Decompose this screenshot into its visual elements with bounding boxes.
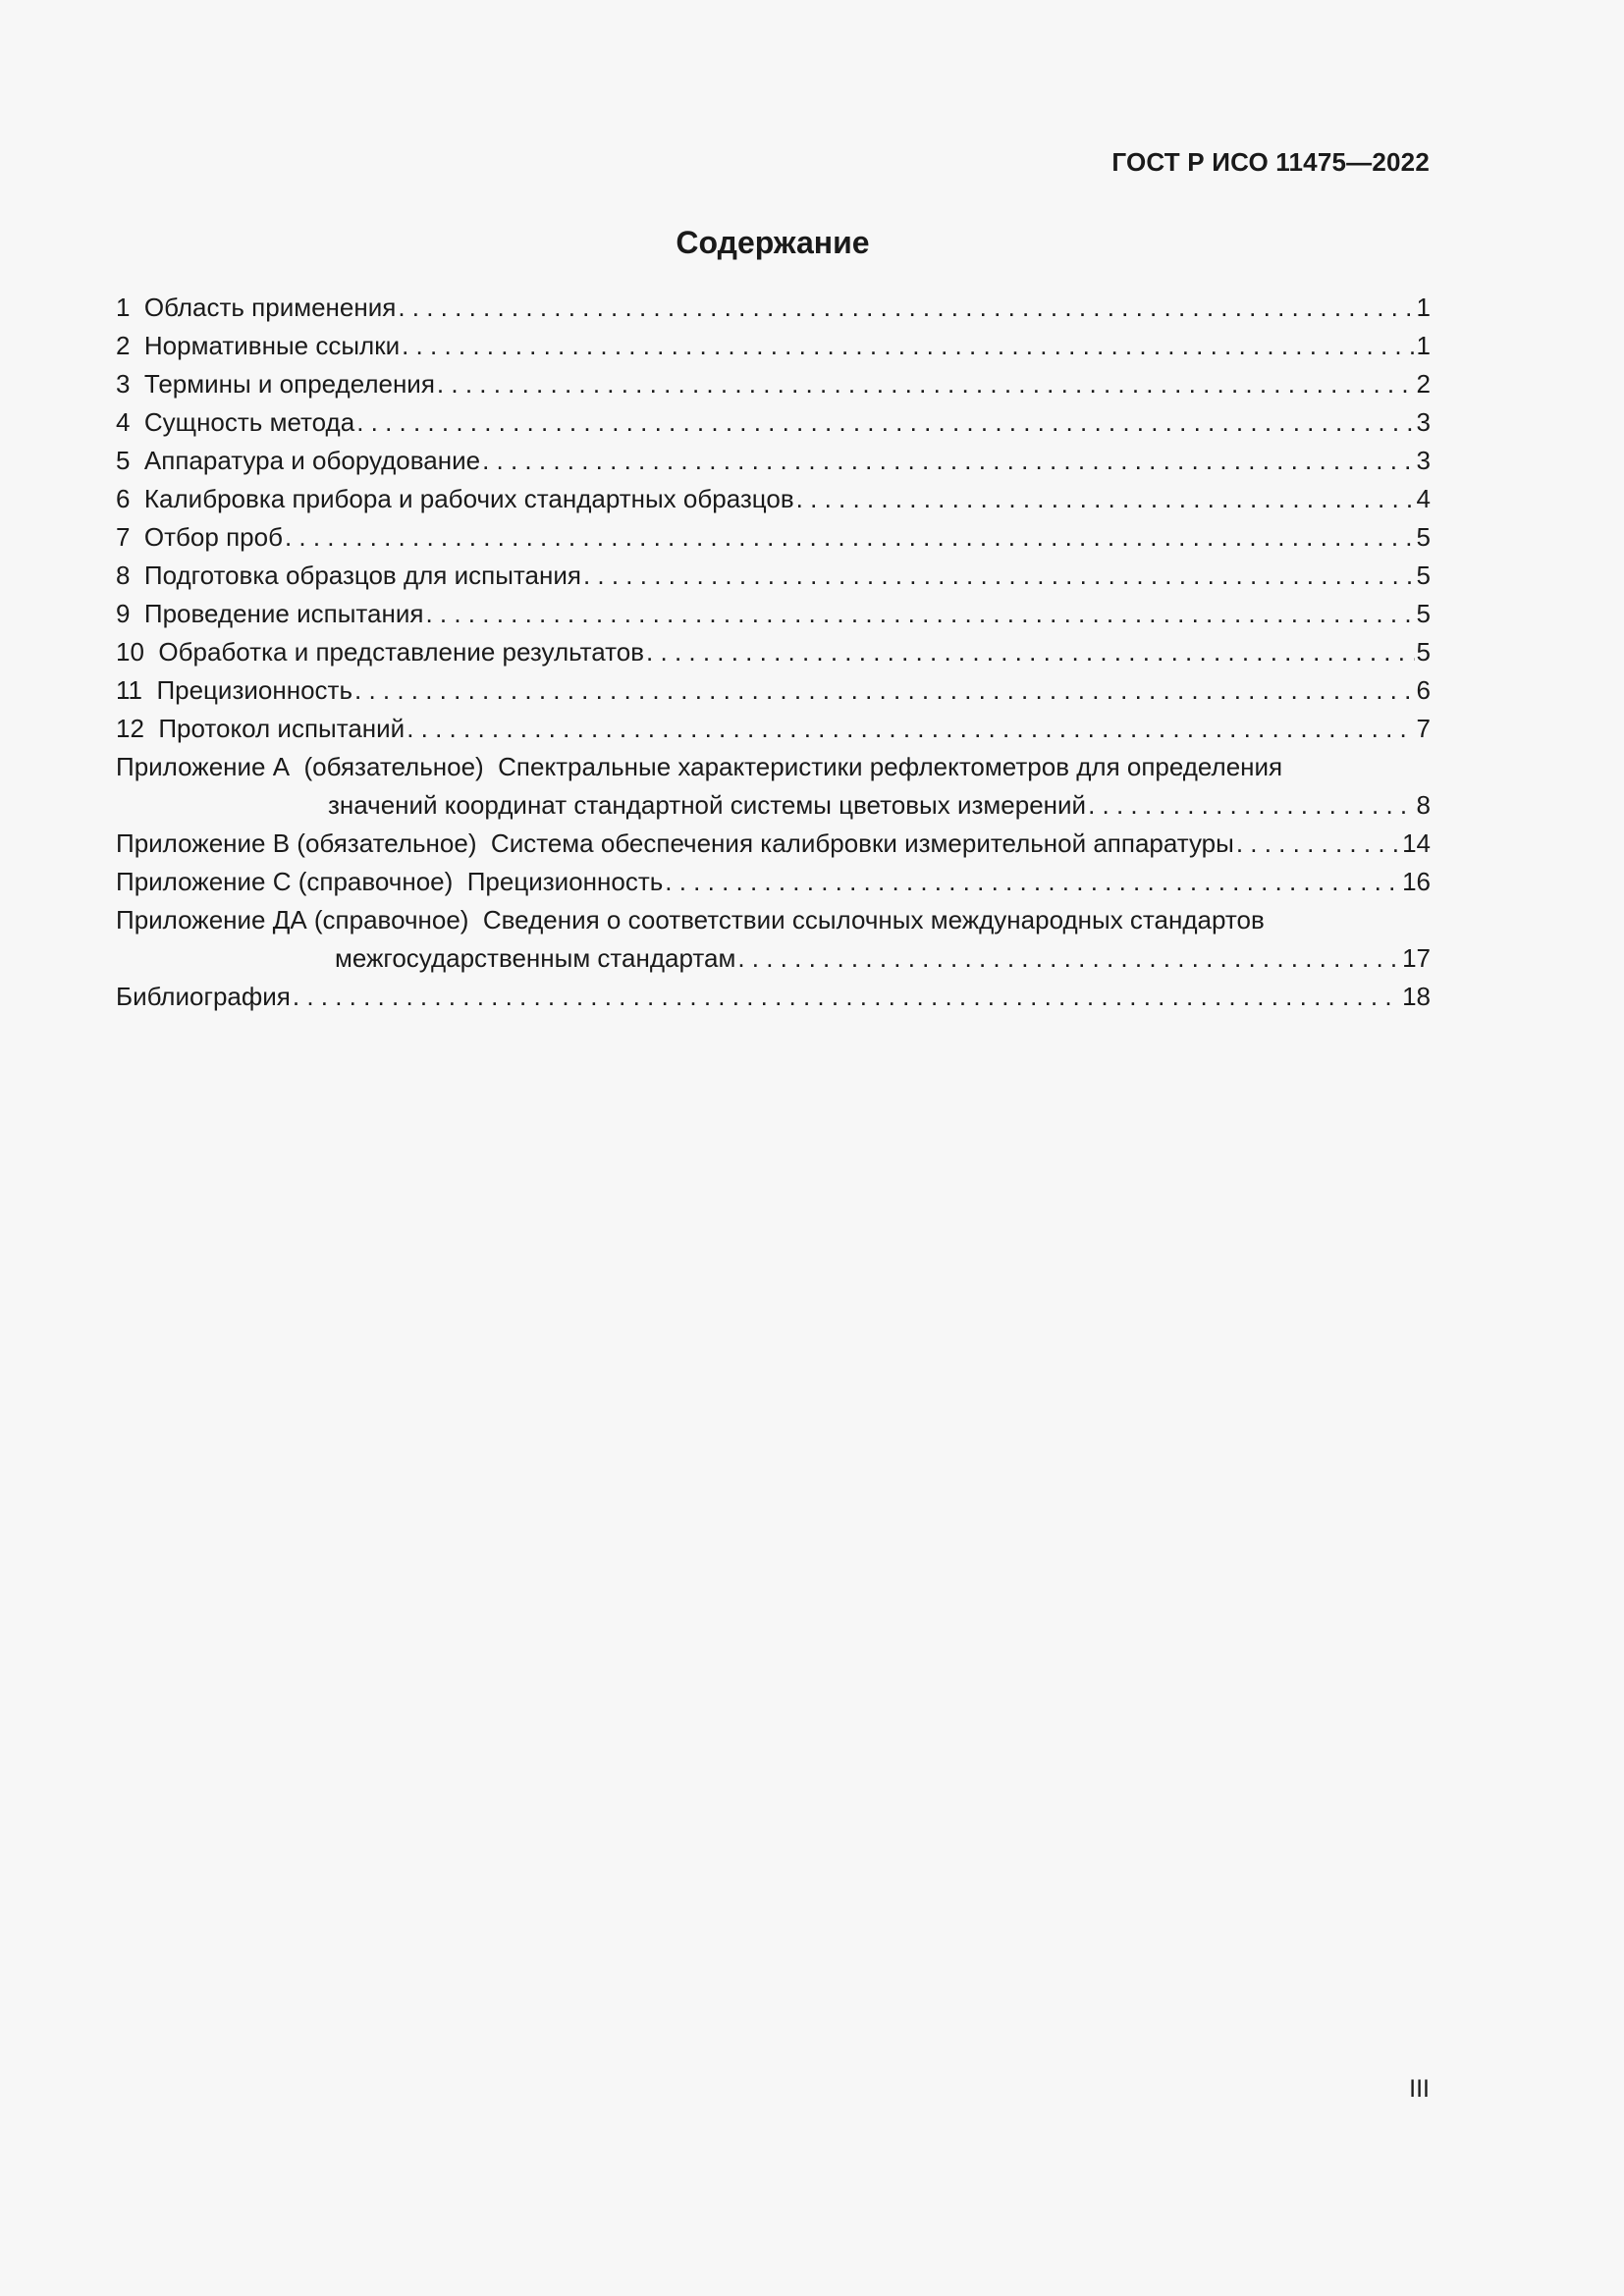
toc-entry-4[interactable]: [116, 403, 1431, 442]
toc-entry-label: 2 Нормативные ссылки: [116, 331, 401, 360]
toc-entry-label: 9 Проведение испытания: [116, 599, 424, 628]
toc-leader-dots: [402, 327, 1414, 365]
toc-entry-appendix-a[interactable]: [116, 748, 1431, 786]
page-number: III: [1409, 2075, 1430, 2103]
toc-entry-appendix-da[interactable]: [116, 901, 1431, 939]
toc-entry-label: 11 Прецизионность: [116, 675, 352, 705]
toc-leader-dots: [285, 518, 1415, 557]
toc-leader-dots: [437, 365, 1415, 403]
toc-entry-label: 10 Обработка и представление результатов: [116, 637, 645, 667]
table-of-contents: [116, 289, 1431, 1016]
toc-leader-dots: [398, 289, 1414, 327]
toc-leader-dots: [406, 710, 1414, 748]
toc-entry-label: Библиография: [116, 982, 291, 1011]
toc-entry-page: 16: [1402, 867, 1431, 896]
toc-entry-2[interactable]: [116, 327, 1431, 365]
toc-leader-dots: [1236, 825, 1400, 863]
toc-entry-page: 18: [1402, 982, 1431, 1011]
toc-leader-dots: [583, 557, 1415, 595]
toc-leader-dots: [354, 671, 1415, 710]
toc-entry-page: 5: [1416, 522, 1431, 552]
toc-entry-label: 3 Термины и определения: [116, 369, 435, 399]
toc-entry-label: 12 Протокол испытаний: [116, 714, 406, 743]
toc-entry-page: 1: [1416, 331, 1431, 360]
toc-leader-dots: [737, 939, 1400, 978]
toc-entry-appendix-b[interactable]: [116, 825, 1431, 863]
toc-leader-dots: [646, 633, 1414, 671]
toc-entry-page: 3: [1416, 407, 1431, 437]
toc-entry-label-continued: значений координат стандартной системы цветовых измерений: [328, 790, 1087, 820]
toc-entry-page: 1: [1416, 293, 1431, 322]
toc-entry-page: 2: [1416, 369, 1431, 399]
toc-leader-dots: [293, 978, 1400, 1016]
toc-entry-1[interactable]: [116, 289, 1431, 327]
toc-entry-12[interactable]: [116, 710, 1431, 748]
toc-entry-page: 7: [1416, 714, 1431, 743]
toc-entry-page: 8: [1416, 790, 1431, 820]
toc-entry-page: 5: [1416, 637, 1431, 667]
toc-leader-dots: [665, 863, 1400, 901]
toc-entry-bibliography[interactable]: [116, 978, 1431, 1016]
toc-entry-label: 4 Сущность метода: [116, 407, 355, 437]
toc-leader-dots: [1088, 786, 1414, 825]
toc-leader-dots: [796, 480, 1415, 518]
toc-entry-label: 1 Область применения: [116, 293, 397, 322]
toc-entry-label: 8 Подготовка образцов для испытания: [116, 561, 581, 590]
toc-entry-page: 14: [1402, 828, 1431, 858]
toc-entry-page: 5: [1416, 599, 1431, 628]
toc-entry-3[interactable]: [116, 365, 1431, 403]
toc-entry-5[interactable]: [116, 442, 1431, 480]
toc-entry-label: 7 Отбор проб: [116, 522, 283, 552]
toc-entry-page: 5: [1416, 561, 1431, 590]
toc-entry-7[interactable]: [116, 518, 1431, 557]
toc-entry-appendix-da-continued[interactable]: [116, 939, 1431, 978]
toc-entry-label-continued: межгосударственным стандартам: [335, 943, 736, 973]
toc-entry-6[interactable]: [116, 480, 1431, 518]
toc-entry-appendix-a-continued[interactable]: [116, 786, 1431, 825]
toc-entry-9[interactable]: [116, 595, 1431, 633]
toc-entry-label: Приложение С (справочное) Прецизионность: [116, 867, 664, 896]
toc-entry-8[interactable]: [116, 557, 1431, 595]
toc-entry-appendix-c[interactable]: [116, 863, 1431, 901]
toc-entry-11[interactable]: [116, 671, 1431, 710]
toc-leader-dots: [356, 403, 1414, 442]
toc-title: Содержание: [676, 225, 870, 260]
toc-leader-dots: [425, 595, 1414, 633]
toc-entry-page: 3: [1416, 446, 1431, 475]
toc-entry-label: Приложение ДА (справочное) Сведения о соответствии ссылочных международных стандартов: [116, 905, 1265, 934]
toc-entry-page: 6: [1416, 675, 1431, 705]
document-code: ГОСТ Р ИСО 11475—2022: [1111, 147, 1430, 177]
toc-entry-label: 6 Калибровка прибора и рабочих стандартных образцов: [116, 484, 794, 513]
toc-entry-label: 5 Аппаратура и оборудование: [116, 446, 481, 475]
toc-entry-page: 4: [1416, 484, 1431, 513]
toc-leader-dots: [482, 442, 1414, 480]
toc-entry-page: 17: [1402, 943, 1431, 973]
toc-entry-10[interactable]: [116, 633, 1431, 671]
toc-entry-label: Приложение В (обязательное) Система обеспечения калибровки измерительной аппаратуры: [116, 828, 1234, 858]
toc-entry-label: Приложение А (обязательное) Спектральные характеристики рефлектометров для определения: [116, 752, 1283, 781]
